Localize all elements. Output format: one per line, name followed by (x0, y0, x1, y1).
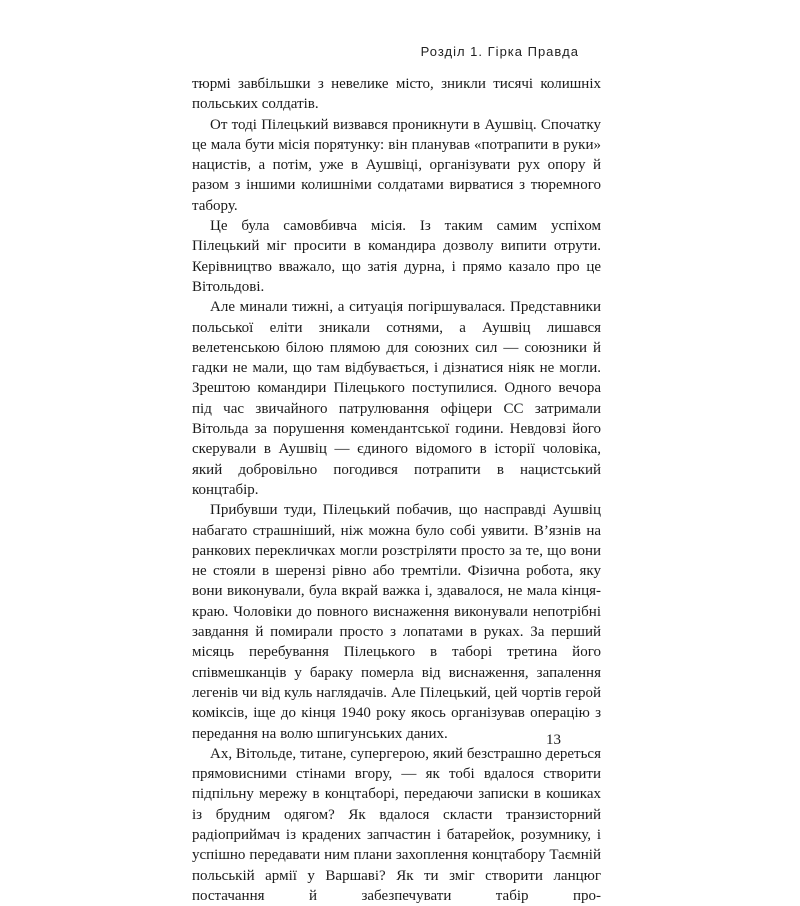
paragraph: тюрмі завбільшки з невелике місто, зникли тисячі колишніх польських солдатів. (192, 76, 601, 113)
paragraph: От тоді Пілецький визвався проникнути в Аушвіц. Спочатку це мала бути місія порятунку: він планував «потрапити в руки» нацистів, а потім, уже в Аушвіці, організувати рух опору й разом з іншими колишніми солдатами вирватися з тюремного табору. (192, 116, 601, 214)
page-number: 13 (546, 732, 561, 748)
paragraph: Це була самовбивча місія. Із таким самим успіхом Пілецький міг просити в командира дозволу випити отрути. Керівництво вважало, що затія дурна, і прямо казало про це Вітольдові. (192, 218, 601, 295)
paragraph: Але минали тижні, а ситуація погіршувалася. Представники польської еліти зникали сотнями, а Аушвіц лишався велетенською білою плямою для союзних сил — союзники й гадки не мали, що там відбувається, і дізнатися ніяк не могли. Зрештою командири Пілецького поступилися. Одного вечора під час звичайного патрулювання офіцери СС затримали Вітольда за порушення комендантської години. Невдовзі його скерували в Аушвіц — єдиного відомого в історії чоловіка, який добровільно погодився потрапити в нацистський концтабір. (192, 299, 601, 498)
paragraph: Ах, Вітольде, титане, супергерою, який безстрашно дереться прямовисними стінами вгору, — як тобі вдалося створити підпільну мережу в концтаборі, передаючи записки в кошиках із брудним одягом? Як вдалося скласти транзисторний радіоприймач із крадених запчастин і батарейок, розумнику, і успішно передавати ним плани захоплення концтабору Таємній польській армії у Варшаві? Як ти зміг створити ланцюг постачання й забезпечувати табір про- (192, 745, 601, 904)
body-text (192, 74, 601, 906)
running-header: Розділ 1. Гірка Правда (420, 44, 579, 59)
paragraph: Прибувши туди, Пілецький побачив, що насправді Аушвіц набагато страшніший, ніж можна було собі уявити. В’язнів на ранкових перекличках могли розстріляти просто за те, що вони не стояли в шерензі рівно або тремтіли. Фізична робота, яку вони виконували, була вкрай важка і, здавалося, не мала кінця-краю. Чоловіки до повного виснаження виконували непотрібні завдання й помирали просто з лопатами в руках. За перший місяць перебування Пілецького в таборі третина його співмешканців у бараку померла від виснаження, запалення легенів чи від куль наглядачів. Але Пілецький, цей чортів герой коміксів, іще до кінця 1940 року якось організував операцію з передання на волю шпигунських даних. (192, 502, 601, 742)
